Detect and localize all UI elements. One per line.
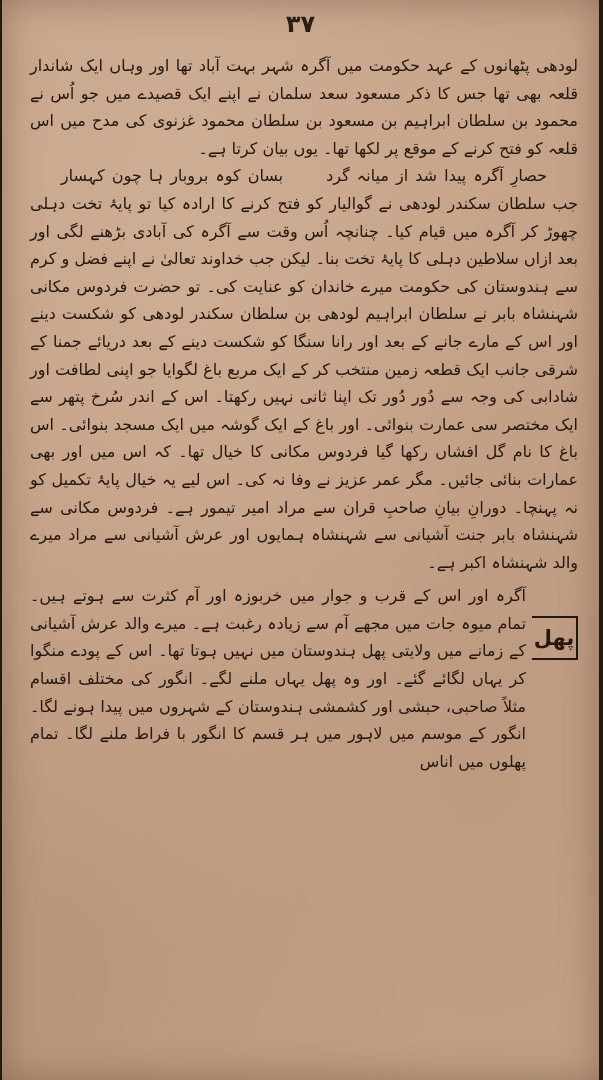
paragraph-agra-history: جب سلطان سکندر لودھی نے گوالیار کو فتح کرنے کا ارادہ کیا تو پایۂ تخت دہلی چھوڑ کر آگرہ میں قیام کیا۔ چنانچہ اُس وقت سے آگرہ کی آبادی بڑھنے لگی اور بعد ازاں سلاطین دہلی کا پایۂ تخت بنا۔ لیکن جب خداوند تعالیٰ نے اپنے فضل و کرم سے ہندوستان کی حکومت میرے خاندان کو عنایت کی۔ تو حضرت فردوس مکانی شہنشاہ بابر نے سلطان ابراہیم لودھی بن سلطان سکندر لودھی کو شکست دینے اور اس کے مارے جانے کے بعد اور رانا سنگا کو شکست دینے کے بعد دریائے جمنا کے شرقی جانب ایک قطعہ زمین منتخب کر کے ایک مربع باغ لگوایا جو اپنی لطافت اور شادابی کی وجہ سے دُور دُور تک اپنا ثانی نہیں رکھتا۔ اس کے اندر سُرخ پتھر سے ایک مختصر سی عمارت بنوائی۔ اور باغ کے ایک گوشہ میں ایک مسجد بنوائی۔ اس باغ کا نام گل افشاں رکھا گیا فردوس مکانی کا خیال تھا۔ کہ اس میں اور بھی عمارات بنائی جائیں۔ مگر عمر عزیز نے وفا نہ کی۔ اس لیے یہ خیال پایۂ تکمیل کو نہ پہنچا۔ دورانِ بیانِ صاحبِ قران سے مراد امیر تیمور ہے۔ فردوس مکانی سے شہنشاہ بابر جنت آشیانی سے شہنشاہ ہمایوں اور عرش آشیانی سے مراد میرے والد شہنشاہ اکبر ہے۔ (30, 193, 578, 572)
verse-second-hemistich: بسان کوہ بروبار ہا چون کہسار (60, 166, 284, 186)
paragraph-fruits: آگرہ اور اس کے قرب و جوار میں خربوزہ اور آم کثرت سے ہوتے ہیں۔ تمام میوہ جات میں مجھے آم سے زیادہ رغبت ہے۔ میرے والد عرش آشیانی کے زمانے میں ولایتی پھل ہندوستان میں نہیں ہوتا تھا۔ اس کے پودے منگوا کر یہاں لگائے گئے۔ اور وہ پھل یہاں ملنے لگے۔ انگور کی مختلف اقسام مثلاً صاحبی، حبشی اور کشمشی ہندوستان کے شہروں میں پیدا ہونے لگا۔ انگور کے موسم میں لاہور میں ہر قسم کا انگور با فراط ملنے لگا۔ تمام پھلوں میں اناس (30, 586, 526, 771)
paragraph-agra-fort: لودھی پٹھانوں کے عہد حکومت میں آگرہ شہر بہت آباد تھا اور وہاں ایک شاندار قلعہ بھی تھا جس کا ذکر مسعود سعد سلمان نے اپنے ایک قصیدے میں جو اُس نے محمود بن سلطان ابراہیم بن مسعود بن سلطان محمود غزنوی کی مدح میں اس قلعہ کو فتح کرنے کے موقع پر لکھا تھا۔ یوں بیان کرتا ہے۔ (30, 56, 578, 158)
fruits-section (30, 582, 578, 775)
book-page (2, 0, 599, 1080)
page-number: ۳۷ (285, 10, 316, 38)
section-heading-fruits: پھل (532, 616, 578, 660)
page-body (30, 52, 578, 775)
verse-first-hemistich: حصارِ آگرہ پیدا شد از میانہ گرد (326, 166, 548, 186)
persian-verse (30, 162, 578, 190)
